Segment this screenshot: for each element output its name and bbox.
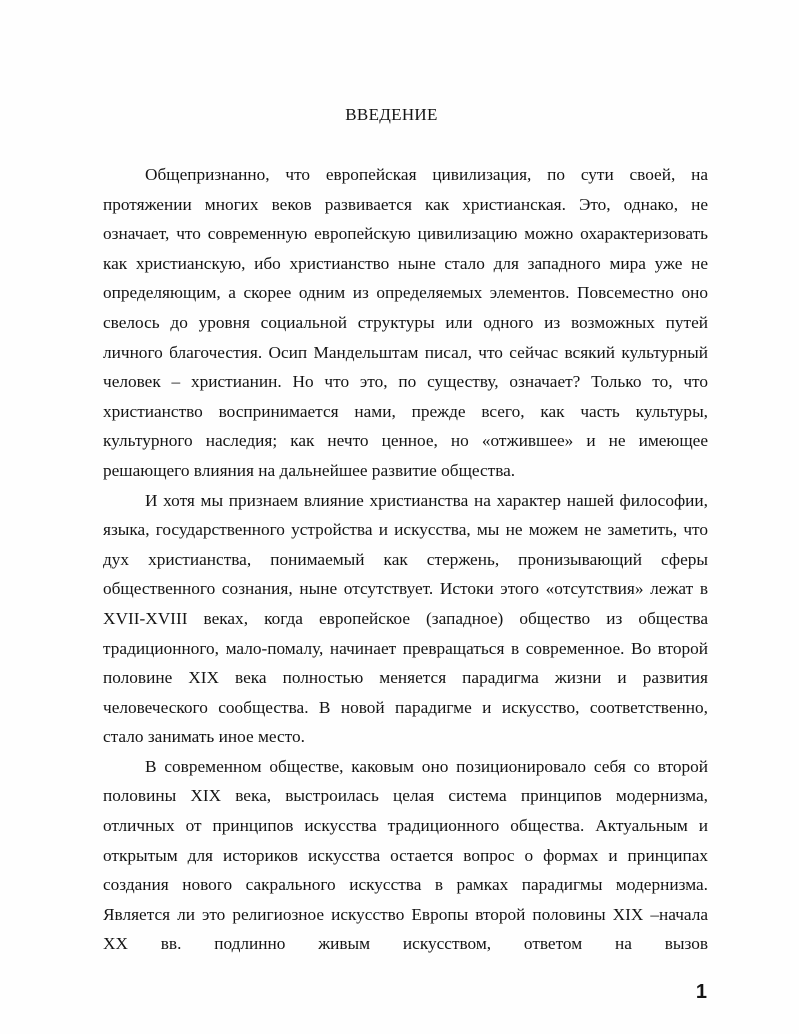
page-number: 1: [695, 981, 707, 1003]
paragraph-3: В современном обществе, каковым оно позиционировало себя со второй половины XIX века, выстроилась целая система принципов модернизма, отличных от принципов искусства традиционного общества. Актуальным и открытым для историков искусства остается вопрос о формах и принципах создания нового сакрального искусства в рамках парадигмы модернизма. Является ли это религиозное искусство Европы второй половины XIX –начала XX вв. подлинно живым искусством, ответом на вызов: [103, 756, 708, 954]
paragraph-2: И хотя мы признаем влияние христианства на характер нашей философии, языка, государственного устройства и искусства, мы не можем не заметить, что дух христианства, понимаемый как стержень, пронизывающий сферы общественного сознания, ныне отсутствует. Истоки этого «отсутствия» лежат в XVII-XVIII веках, когда европейское (западное) общество из общества традиционного, мало-помалу, начинает превращаться в современное. Во второй половине XIX века полностью меняется парадигма жизни и развития человеческого сообщества. В новой парадигме и искусство, соответственно, стало занимать иное место.: [103, 490, 708, 747]
page-title: ВВЕДЕНИЕ: [345, 105, 438, 124]
paragraph-1: Общепризнанно, что европейская цивилизация, по сути своей, на протяжении многих веков развивается как христианская. Это, однако, не означает, что современную европейскую цивилизацию можно охарактеризовать как христианскую, ибо христианство ныне стало для западного мира уже не определяющим, а скорее одним из определяемых элементов. Повсеместно оно свелось до уровня социальной структуры или одного из возможных путей личного благочестия. Осип Мандельштам писал, что сейчас всякий культурный человек – христианин. Но что это, по существу, означает? Только то, что христианство воспринимается нами, прежде всего, как часть культуры, культурного наследия; как нечто ценное, но «отжившее» и не имеющее решающего влияния на дальнейшее развитие общества.: [103, 165, 708, 480]
document-body: [103, 160, 708, 959]
